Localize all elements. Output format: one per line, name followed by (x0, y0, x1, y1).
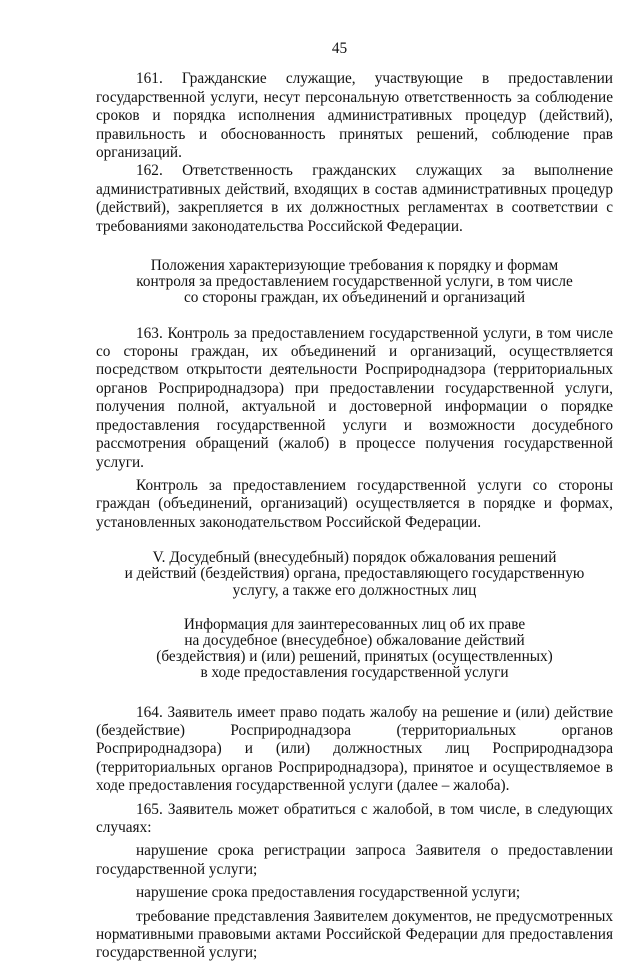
paragraph-161: 161. Гражданские служащие, участвующие в предоставлении государственной услуги, несут персональную ответственность за соблюдение сроков и порядка исполнения административных процедур (действий), правильность и обоснованность принятых решений, соблюдение прав организаций. (96, 70, 613, 162)
paragraph-162: 162. Ответственность гражданских служащих за выполнение административных действий, входящих в состав административных процедур (действий), закрепляется в их должностных регламентах в соответствии с требованиями законодательства Российской Федерации. (96, 162, 613, 235)
heading-line: (бездействия) и (или) решений, принятых (осуществленных) (156, 648, 553, 666)
heading-line: услугу, а также его должностных лиц (232, 581, 477, 599)
page-number: 45 (331, 40, 348, 57)
heading-line: Информация для заинтересованных лиц об их праве (183, 615, 526, 633)
heading-information-rights (96, 617, 613, 682)
heading-line: на досудебное (внесудебное) обжалование действий (184, 631, 525, 649)
heading-line: контроля за предоставлением государственной услуги, в том числе (136, 273, 573, 291)
list-item: нарушение срока предоставления государственной услуги; (136, 884, 521, 902)
heading-control-requirements (96, 258, 613, 307)
paragraph-163: 163. Контроль за предоставлением государственной услуги, в том числе со стороны граждан, их объединений и организаций, осуществляется посредством открытости деятельности Росприроднадзора (территориальных органов Росприроднадзора) при предоставлении государственной услуги, получения полной, актуальной и достоверной информации о порядке предоставления государственной услуги и возможности досудебного рассмотрения обращений (жалоб) в процессе получения государственной услуги. (96, 324, 613, 471)
list-item: требование представления Заявителем документов, не предусмотренных нормативными правовыми актами Российской Федерации для предоставления государственной услуги; (96, 907, 613, 962)
heading-line: и действий (бездействия) органа, предоставляющего государственную (124, 565, 585, 583)
heading-line: со стороны граждан, их объединений и организаций (183, 289, 526, 307)
heading-line: в ходе предоставления государственной услуги (200, 664, 509, 682)
heading-section-v (96, 550, 613, 599)
paragraph-164: 164. Заявитель имеет право подать жалобу на решение и (или) действие (бездействие) Росприроднадзора (территориальных органов Росприроднадзора) и (или) должностных лиц Росприроднадзора (территориальных органов Росприроднадзора), принятое и осуществляемое в ходе предоставления государственной услуги (далее – жалоба). (96, 703, 613, 795)
paragraph-165: 165. Заявитель может обратиться с жалобой, в том числе, в следующих случаях: (96, 800, 613, 836)
paragraph-163-continued: Контроль за предоставлением государственной услуги со стороны граждан (объединений, организаций) осуществляется в порядке и формах, установленных законодательством Российской Федерации. (96, 476, 613, 531)
heading-line: V. Досудебный (внесудебный) порядок обжалования решений (152, 549, 557, 567)
heading-line: Положения характеризующие требования к порядку и формам (150, 257, 559, 275)
list-item: нарушение срока регистрации запроса Заявителя о предоставлении государственной услуги; (96, 842, 613, 878)
